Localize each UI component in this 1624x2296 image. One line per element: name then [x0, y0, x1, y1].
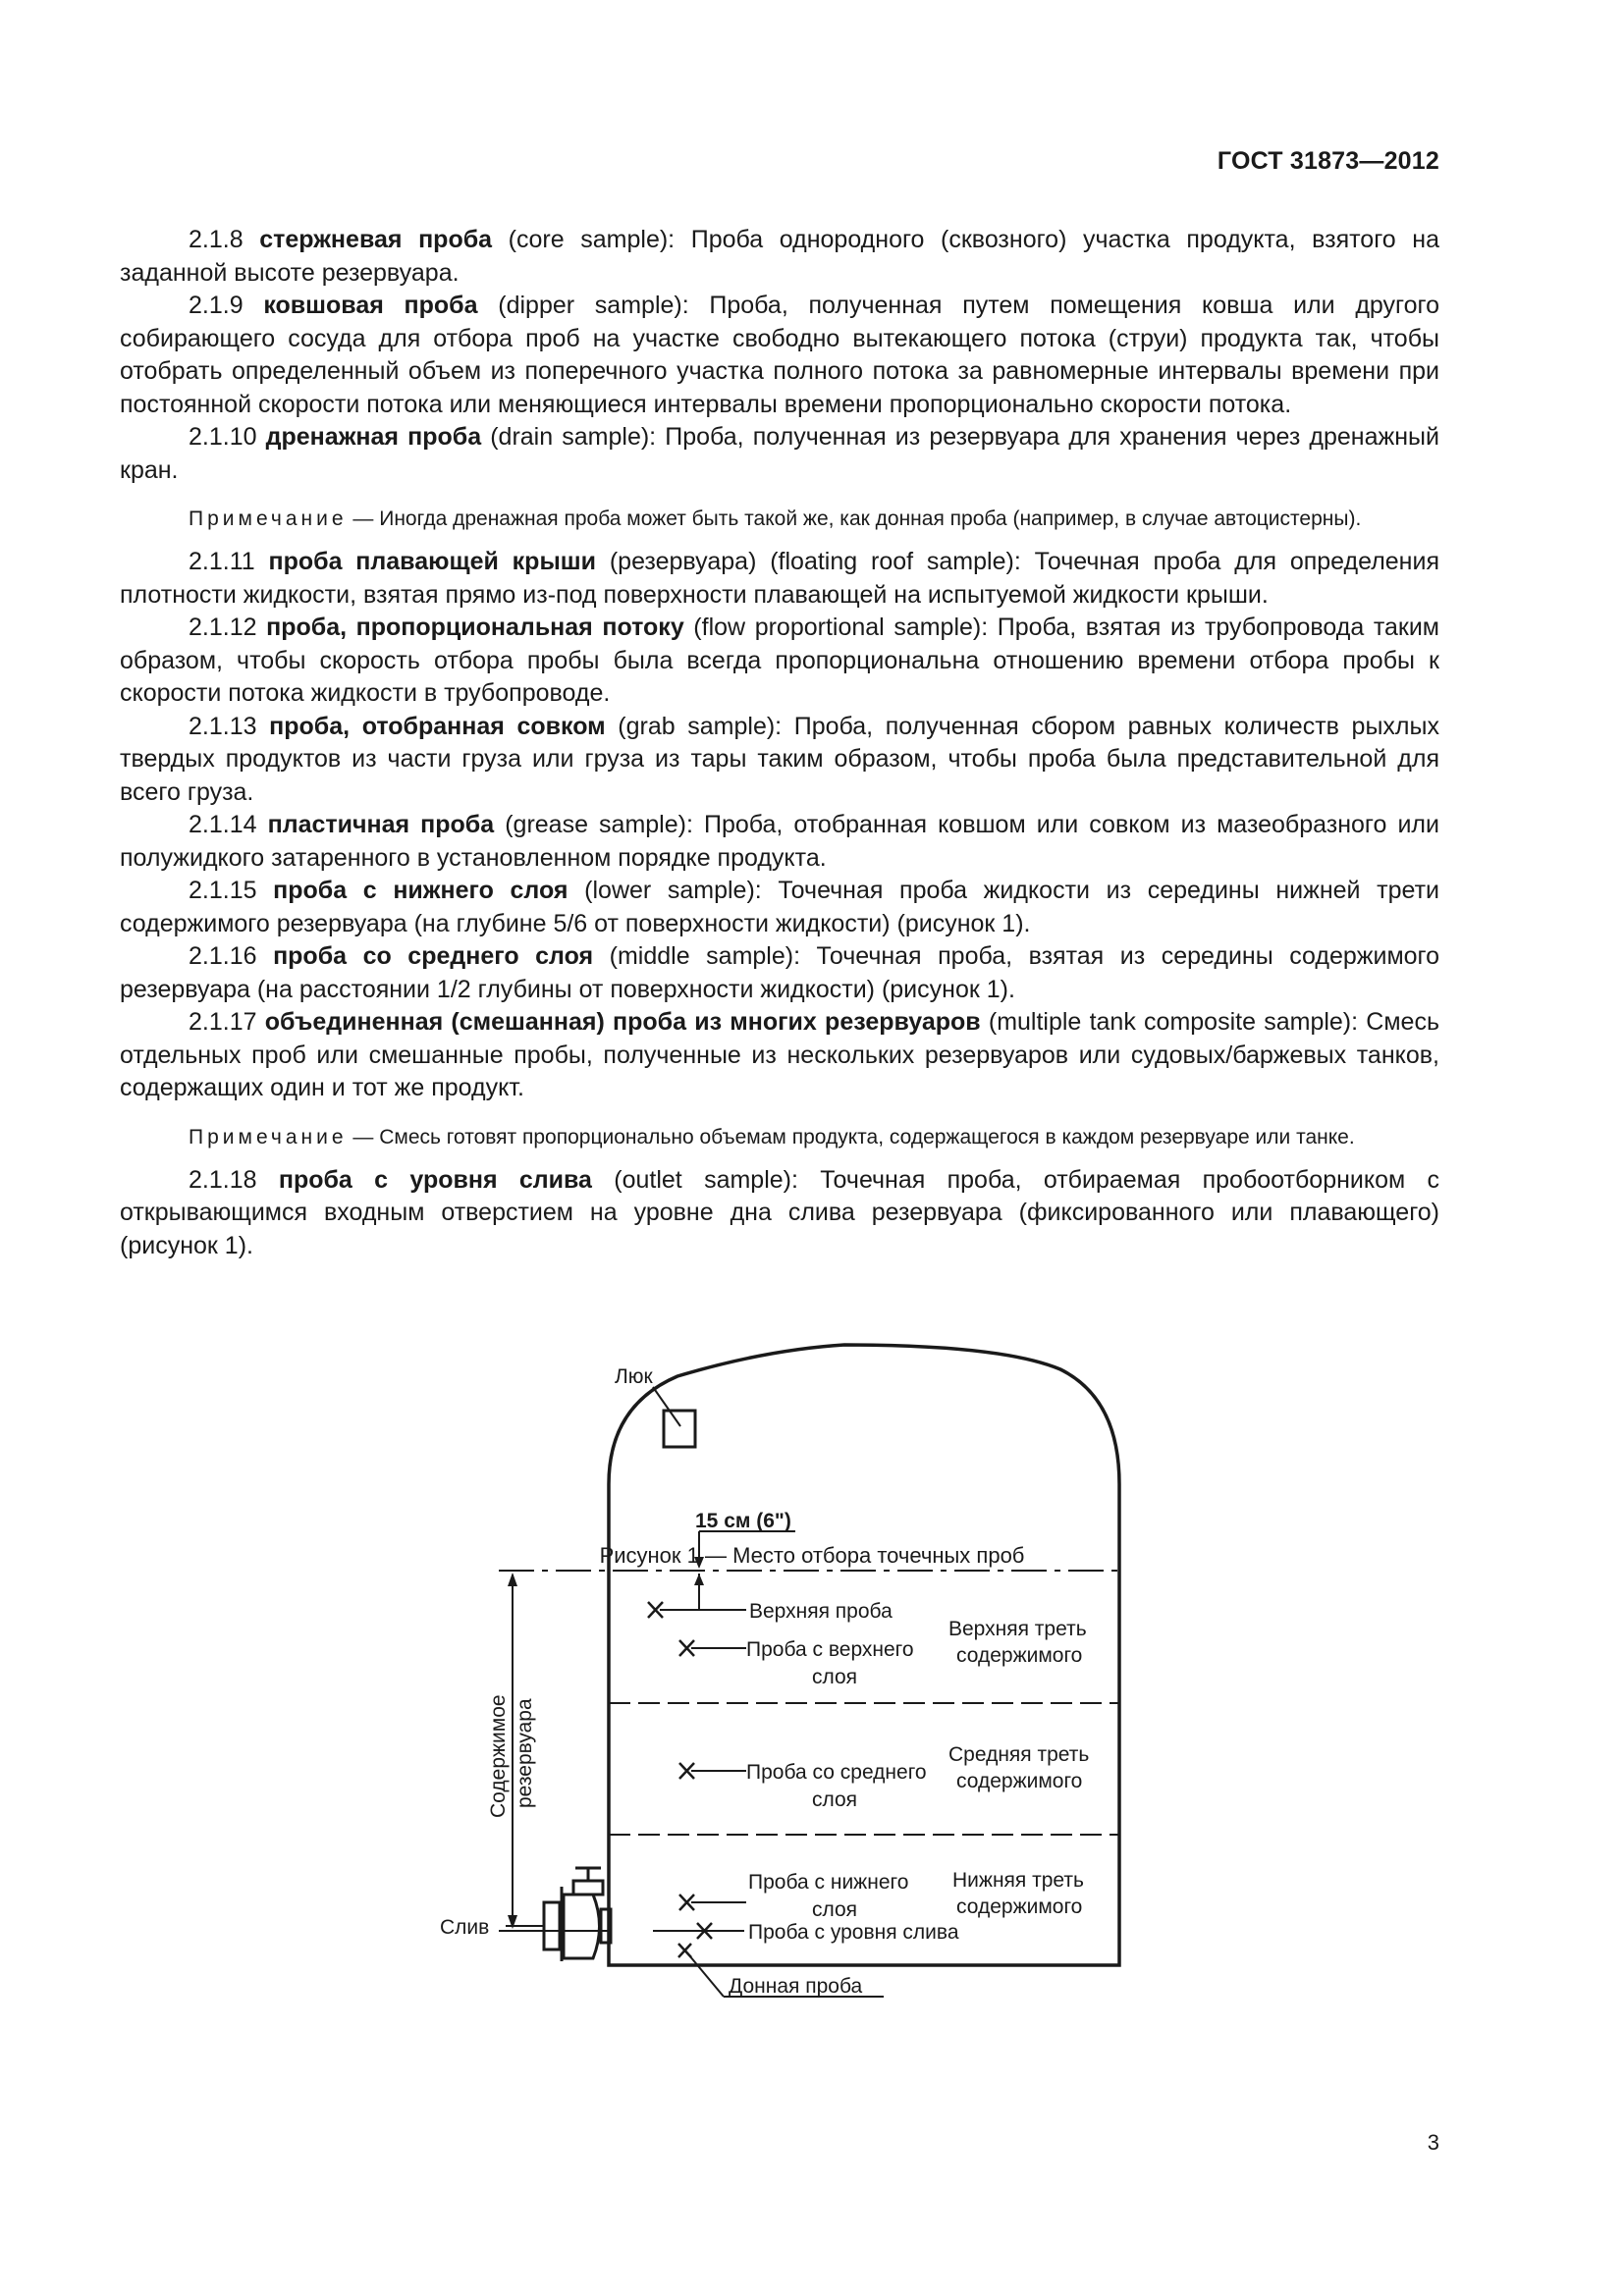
definition-text: (middle sample): Точечная проба, взятая из середины содержимого резервуара (на расстоянии 1/2 глубины от поверхности жидкости) (рисунок 1). — [120, 942, 1440, 1003]
lower-layer-label: Проба с нижнего — [748, 1871, 909, 1894]
page-number: 3 — [1427, 2130, 1439, 2155]
drain-valve-icon — [544, 1868, 611, 1961]
dimension-label: 15 см (6") — [695, 1510, 791, 1532]
term: проба с уровня слива — [278, 1165, 592, 1194]
clause-number: 2.1.8 — [189, 226, 244, 253]
clause-number: 2.1.9 — [189, 292, 244, 319]
lower-third-label: Нижняя треть — [952, 1869, 1084, 1892]
term: объединенная (смешанная) проба из многих резервуаров — [264, 1008, 981, 1036]
term: проба, отобранная совком — [269, 712, 606, 740]
term: проба с нижнего слоя — [273, 877, 568, 904]
clause-number: 2.1.15 — [189, 877, 257, 904]
definition-text: (dipper sample): Проба, полученная путем помещения ковша или другого собирающего сосуда для отбора проб на участке свободно вытекающего потока (струи) продукта так, чтобы отобрать определенный объем из поперечного участка полного потока за равномерные интервалы времени при постоянной скорости потока или меняющиеся интервалы времени пропорционально скорости потока. — [120, 292, 1439, 418]
upper-third-label-2: содержимого — [956, 1644, 1083, 1667]
outlet-sample-label: Проба с уровня слива — [748, 1921, 959, 1944]
middle-layer-label-2: слоя — [812, 1789, 858, 1811]
term: ковшовая проба — [263, 292, 478, 319]
term: дренажная проба — [265, 423, 482, 451]
middle-third-label: Средняя треть — [948, 1743, 1090, 1766]
clause-number: 2.1.13 — [189, 712, 257, 740]
term: проба со среднего слоя — [273, 942, 594, 970]
note-label: Примечание — [189, 1125, 348, 1148]
lower-layer-label-2: слоя — [812, 1898, 858, 1921]
middle-third-label-2: содержимого — [956, 1770, 1083, 1792]
definition-text: (lower sample): Точечная проба жидкости из середины нижней трети содержимого резервуара (на глубине 5/6 от поверхности жидкости) (рисунок 1). — [120, 877, 1439, 937]
upper-layer-label: Проба с верхнего — [746, 1638, 914, 1661]
lower-third-label-2: содержимого — [956, 1896, 1083, 1918]
bottom-sample-label: Донная проба — [729, 1975, 863, 1998]
document-header: ГОСТ 31873—2012 — [1217, 147, 1439, 175]
definition-text: (grease sample): Проба, отобранная ковшом или совком из мазеобразного или полужидкого затаренного в установленном порядке продукта. — [120, 811, 1439, 872]
bottom-sample-marker — [678, 1944, 691, 1957]
definition-text: (grab sample): Проба, полученная сбором равных количеств рыхлых твердых продуктов из части груза или груза из тары таким образом, чтобы проба была представительной для всего груза. — [120, 712, 1439, 806]
upper-third-label: Верхняя треть — [948, 1618, 1087, 1640]
definition-text: (резервуара) (floating roof sample): Точечная проба для определения плотности жидкости, взятая прямо из-под поверхности плавающей на испытуемой жидкости крыши. — [120, 548, 1439, 609]
upper-layer-label-2: слоя — [812, 1666, 858, 1688]
hatch-icon — [664, 1411, 695, 1447]
sample-markers — [648, 1602, 712, 1957]
note-text: — Иногда дренажная проба может быть такой же, как донная проба (например, в случае автоцистерны). — [347, 507, 1362, 530]
contents-label-2: резервуара — [514, 1698, 536, 1808]
clause-number: 2.1.16 — [189, 942, 257, 970]
hatch-label: Люк — [615, 1365, 653, 1388]
term: проба плавающей крыши — [268, 548, 597, 575]
definition-text: (drain sample): Проба, полученная из резервуара для хранения через дренажный кран. — [120, 423, 1439, 484]
clause-number: 2.1.11 — [189, 548, 255, 575]
drain-label: Слив — [440, 1916, 490, 1939]
definition-text: (outlet sample): Точечная проба, отбираемая пробоотборником с открывающимся входным отверстием на уровне дна слива резервуара (фиксированного или плавающего) (рисунок 1). — [120, 1165, 1439, 1259]
clause-number: 2.1.18 — [189, 1165, 257, 1194]
note-label: Примечание — [189, 507, 348, 530]
term: пластичная проба — [267, 811, 495, 838]
definition-text: (core sample): Проба однородного (сквозного) участка продукта, взятого на заданной высоте резервуара. — [120, 226, 1439, 287]
definition-text: (multiple tank composite sample): Смесь отдельных проб или смешанные пробы, полученные из нескольких резервуаров или судовых/баржевых танков, содержащих один и тот же продукт. — [120, 1008, 1439, 1101]
middle-layer-label: Проба со среднего — [746, 1761, 927, 1784]
term: стержневая проба — [259, 226, 493, 253]
clause-number: 2.1.10 — [189, 423, 257, 451]
term: проба, пропорциональная потоку — [266, 614, 684, 641]
figure-caption: Рисунок 1 — Место отбора точечных проб — [599, 1543, 1025, 1568]
contents-label: Содержимое — [487, 1694, 510, 1818]
note-text: — Смесь готовят пропорционально объемам продукта, содержащегося в каждом резервуаре или танке. — [347, 1125, 1355, 1148]
definition-text: (flow proportional sample): Проба, взятая из трубопровода таким образом, чтобы скорость отбора пробы была всегда пропорциональна отношению времени отбора пробы к скорости потока жидкости в трубопроводе. — [120, 614, 1439, 707]
clause-number: 2.1.17 — [189, 1008, 257, 1036]
clause-number: 2.1.14 — [189, 811, 257, 838]
clause-number: 2.1.12 — [189, 614, 257, 641]
upper-sample-label: Верхняя проба — [749, 1600, 893, 1623]
